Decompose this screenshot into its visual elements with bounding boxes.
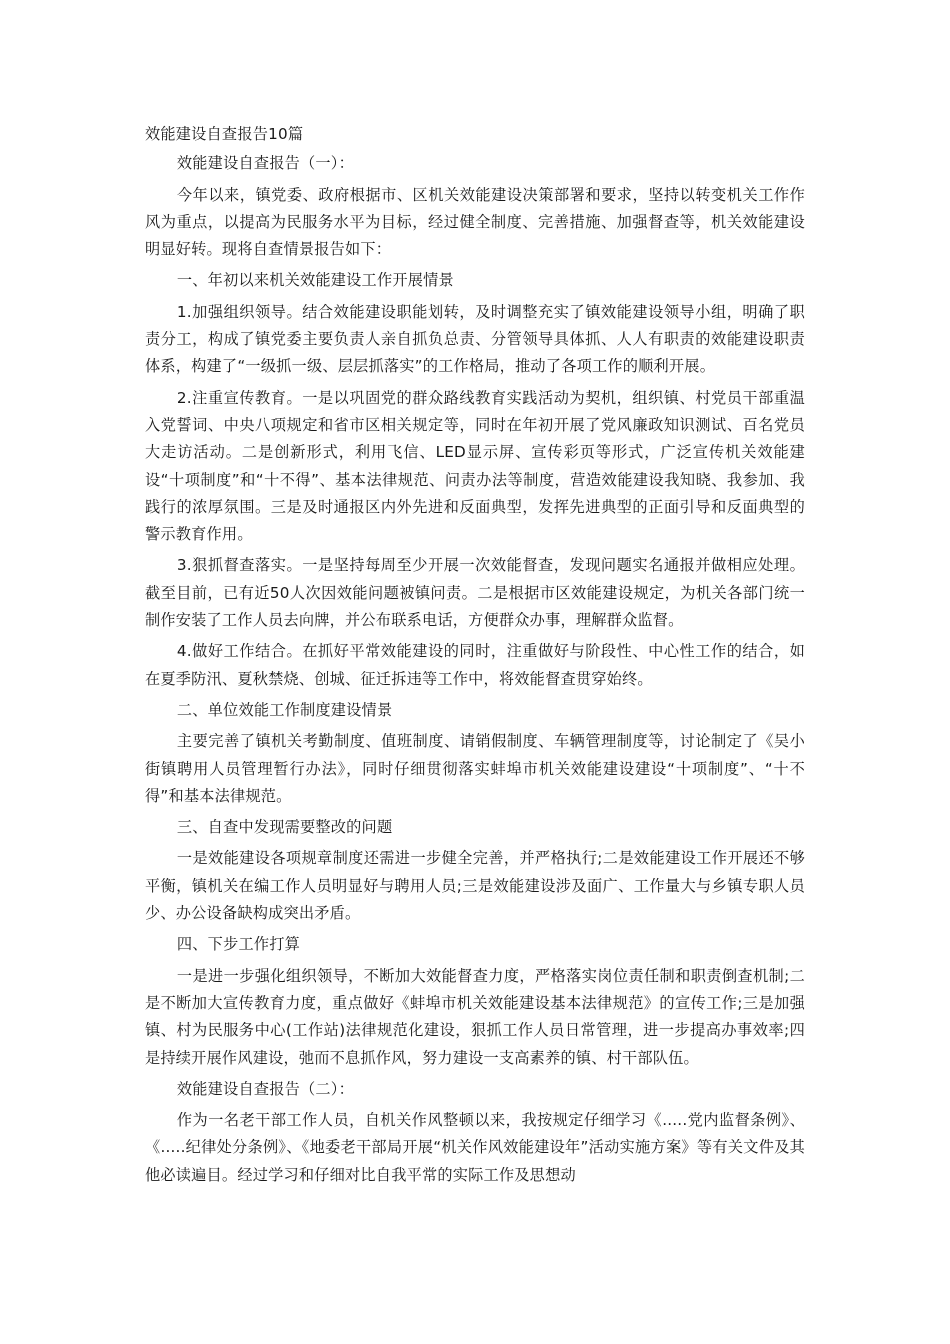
- section-heading-3: 三、自查中发现需要整改的问题: [176, 818, 393, 837]
- paragraph-integration: 4.做好工作结合。在抓好平常效能建设的同时，注重做好与阶段性、中心性工作的结合，如在夏季防汛、夏秋禁烧、创城、征迁拆违等工作中，将效能督查贯穿始终。: [145, 642, 805, 688]
- section-heading-2: 二、单位效能工作制度建设情景: [176, 700, 393, 719]
- paragraph-leadership: 1.加强组织领导。结合效能建设职能划转，及时调整充实了镇效能建设领导小组，明确了职责分工，构成了镇党委主要负责人亲自抓负总责、分管领导具体抓、人人有职责的效能建设职责体系，构建了“一级抓一级、层层抓落实”的工作格局，推动了各项工作的顺利开展。: [145, 302, 805, 376]
- report-two-heading: 效能建设自查报告（二）：: [176, 1079, 354, 1098]
- intro-paragraph: 今年以来，镇党委、政府根据市、区机关效能建设决策部署和要求，坚持以转变机关工作作风为重点，以提高为民服务水平为目标，经过健全制度、完善措施、加强督查等，机关效能建设明显好转。现将自查情景报告如下：: [145, 185, 805, 259]
- report-two-paragraph: 作为一名老干部工作人员，自机关作风整顿以来，我按规定仔细学习《.....党内监督条例》、《.....纪律处分条例》、《地委老干部局开展“机关作风效能建设年”活动实施方案》等有关文件及其他必读遍目。经过学习和仔细对比自我平常的实际工作及思想动: [145, 1111, 805, 1184]
- paragraph-systems: 主要完善了镇机关考勤制度、值班制度、请销假制度、车辆管理制度等，讨论制定了《吴小街镇聘用人员管理暂行办法》，同时仔细贯彻落实蚌埠市机关效能建设建设“十项制度”、“十不得”和基本法律规范。: [145, 732, 805, 805]
- paragraph-problems: 一是效能建设各项规章制度还需进一步健全完善，并严格执行;二是效能建设工作开展还不够平衡，镇机关在编工作人员明显好与聘用人员;三是效能建设涉及面广、工作量大与乡镇专职人员少、办公设备缺构成突出矛盾。: [145, 849, 805, 923]
- report-one-heading: 效能建设自查报告（一）：: [176, 154, 354, 173]
- paragraph-plans: 一是进一步强化组织领导，不断加大效能督查力度，严格落实岗位责任制和职责倒查机制;二是不断加大宣传教育力度，重点做好《蚌埠市机关效能建设基本法律规范》的宣传工作;三是加强镇、村为民服务中心(工作站)法律规范化建设，狠抓工作人员日常管理，进一步提高办事效率;四是持续开展作风建设，弛而不息抓作风，努力建设一支高素养的镇、村干部队伍。: [145, 966, 805, 1067]
- section-heading-1: 一、年初以来机关效能建设工作开展情景: [176, 271, 454, 290]
- document-title: 效能建设自查报告10篇: [145, 125, 304, 143]
- paragraph-supervision: 3.狠抓督查落实。一是坚持每周至少开展一次效能督查，发现问题实名通报并做相应处理。截至目前，已有近50人次因效能问题被镇问责。二是根据市区效能建设规定，为机关各部门统一制作安装了工作人员去向牌，并公布联系电话，方便群众办事，理解群众监督。: [145, 556, 805, 630]
- paragraph-education: 2.注重宣传教育。一是以巩固党的群众路线教育实践活动为契机，组织镇、村党员干部重温入党誓词、中央八项规定和省市区相关规定等，同时在年初开展了党风廉政知识测试、百名党员大走访活动。二是创新形式，利用飞信、LED显示屏、宣传彩页等形式，广泛宣传机关效能建设“十项制度”和“十不得”、基本法律规范、问责办法等制度，营造效能建设我知晓、我参加、我践行的浓厚氛围。三是及时通报区内外先进和反面典型，发挥先进典型的正面引导和反面典型的警示教育作用。: [145, 388, 805, 544]
- section-heading-4: 四、下步工作打算: [176, 935, 301, 954]
- document-body: [145, 121, 805, 1193]
